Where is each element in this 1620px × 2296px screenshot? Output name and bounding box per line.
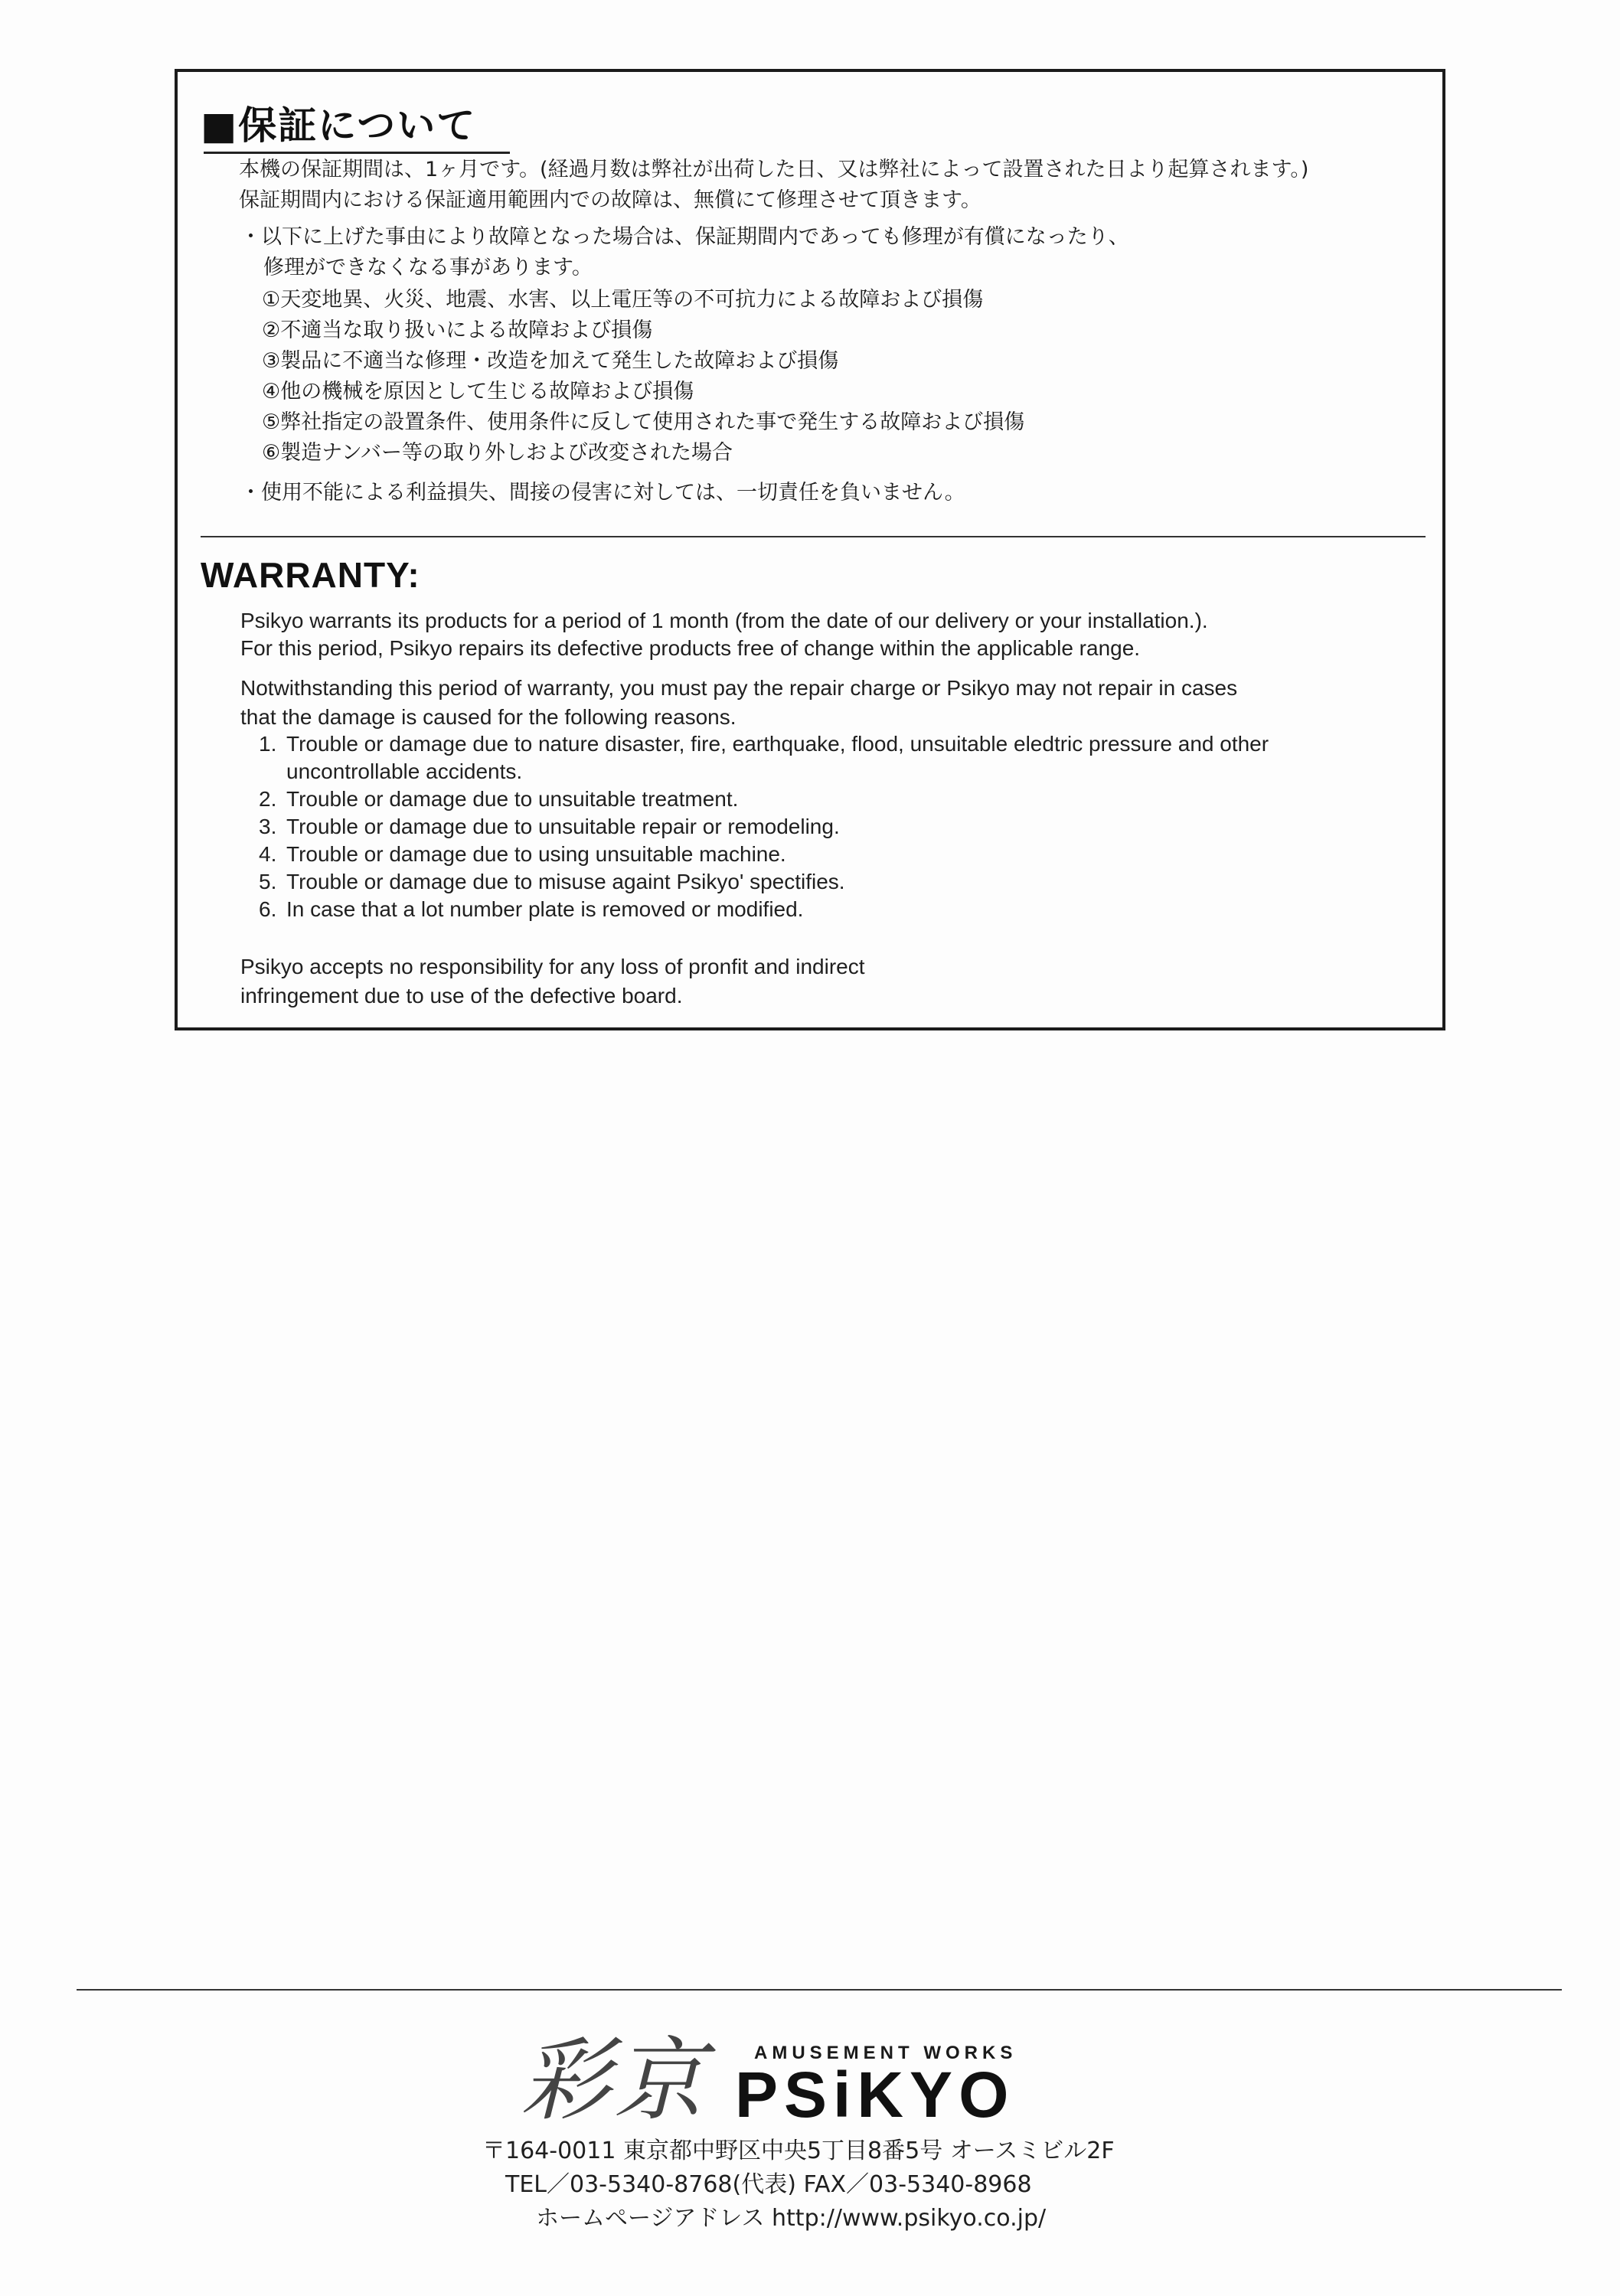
jp-list-item-2: ②不適当な取り扱いによる故障および損傷: [262, 318, 653, 342]
en-list-item: [259, 896, 1407, 923]
en-list-item: [259, 841, 1407, 868]
jp-list-item-1: ①天変地異、火災、地震、水害、以上電圧等の不可抗力による故障および損傷: [262, 288, 984, 312]
jp-list-item-5: ⑤弊社指定の設置条件、使用条件に反して使用された事で発生する故障および損傷: [262, 410, 1025, 434]
en-item-number: 5.: [259, 870, 277, 893]
en-item-number: 1.: [259, 732, 277, 756]
en-item-number: 6.: [259, 897, 277, 921]
en-item-text: In case that a lot number plate is removed or modified.: [286, 897, 804, 921]
en-item-text: Trouble or damage due to unsuitable repair or remodeling.: [286, 815, 840, 838]
footer-divider: [77, 1989, 1562, 1991]
jp-intro-line-1: 本機の保証期間は、1ヶ月です。(経過月数は弊社が出荷した日、又は弊社によって設置された日より起算されます。): [239, 158, 1309, 181]
en-item-text: Trouble or damage due to misuse againt Psikyo' spectifies.: [286, 870, 845, 893]
en-list-item: [259, 730, 1407, 785]
en-list-item: [259, 785, 1407, 813]
jp-list-item-4: ④他の機械を原因として生じる故障および損傷: [262, 380, 694, 403]
jp-bullet-2: ・使用不能による利益損失、間接の侵害に対しては、一切責任を負いません。: [240, 481, 965, 505]
en-para-3-line-2: infringement due to use of the defective board.: [240, 984, 683, 1008]
jp-bullet-1-line-1: ・以下に上げた事由により故障となった場合は、保証期間内であっても修理が有償になったり、: [240, 225, 1129, 249]
en-para-1-line-1: Psikyo warrants its products for a period of 1 month (from the date of our delivery or your installation.).: [240, 609, 1208, 632]
en-para-2-line-1: Notwithstanding this period of warranty, you must pay the repair charge or Psikyo may not repair in cases: [240, 676, 1238, 700]
en-list-item: [259, 868, 1407, 896]
en-para-2-line-2: that the damage is caused for the following reasons.: [240, 705, 737, 729]
jp-heading-underline: [204, 152, 510, 154]
en-item-text: Trouble or damage due to using unsuitable machine.: [286, 842, 786, 866]
jp-warranty-heading: ■保証について: [201, 103, 477, 148]
psikyo-logo: PSiKYO: [735, 2059, 1015, 2131]
company-homepage: ホームページアドレス http://www.psikyo.co.jp/: [536, 2205, 1047, 2232]
jp-intro-line-2: 保証期間内における保証適用範囲内での故障は、無償にて修理させて頂きます。: [239, 188, 981, 212]
company-tel-fax: TEL／03-5340-8768(代表) FAX／03-5340-8968: [505, 2171, 1032, 2198]
en-item-number: 2.: [259, 787, 277, 811]
en-warranty-heading: WARRANTY:: [201, 555, 420, 595]
jp-list-item-3: ③製品に不適当な修理・改造を加えて発生した故障および損傷: [262, 349, 839, 373]
section-divider: [201, 536, 1426, 537]
en-para-1-line-2: For this period, Psikyo repairs its defective products free of change within the applicable range.: [240, 636, 1141, 660]
amusement-works-label: AMUSEMENT WORKS: [754, 2043, 1017, 2063]
en-item-text: Trouble or damage due to nature disaster, fire, earthquake, flood, unsuitable eledtric pressure and other uncontrollable accidents.: [286, 732, 1269, 783]
jp-bullet-1-line-2: 修理ができなくなる事があります。: [263, 256, 593, 279]
warranty-box: [175, 69, 1445, 1030]
en-item-number: 3.: [259, 815, 277, 838]
jp-list-item-6: ⑥製造ナンバー等の取り外しおよび改変された場合: [262, 441, 733, 465]
en-para-3-line-1: Psikyo accepts no responsibility for any loss of pronfit and indirect: [240, 955, 865, 978]
company-address: 〒164-0011 東京都中野区中央5丁目8番5号 オースミビル2F: [482, 2138, 1115, 2164]
en-item-text: Trouble or damage due to unsuitable treatment.: [286, 787, 739, 811]
en-list-item: [259, 813, 1407, 841]
saikyo-kanji-logo: 彩京: [521, 2027, 708, 2133]
en-item-number: 4.: [259, 842, 277, 866]
en-reasons-list: [259, 730, 1407, 923]
